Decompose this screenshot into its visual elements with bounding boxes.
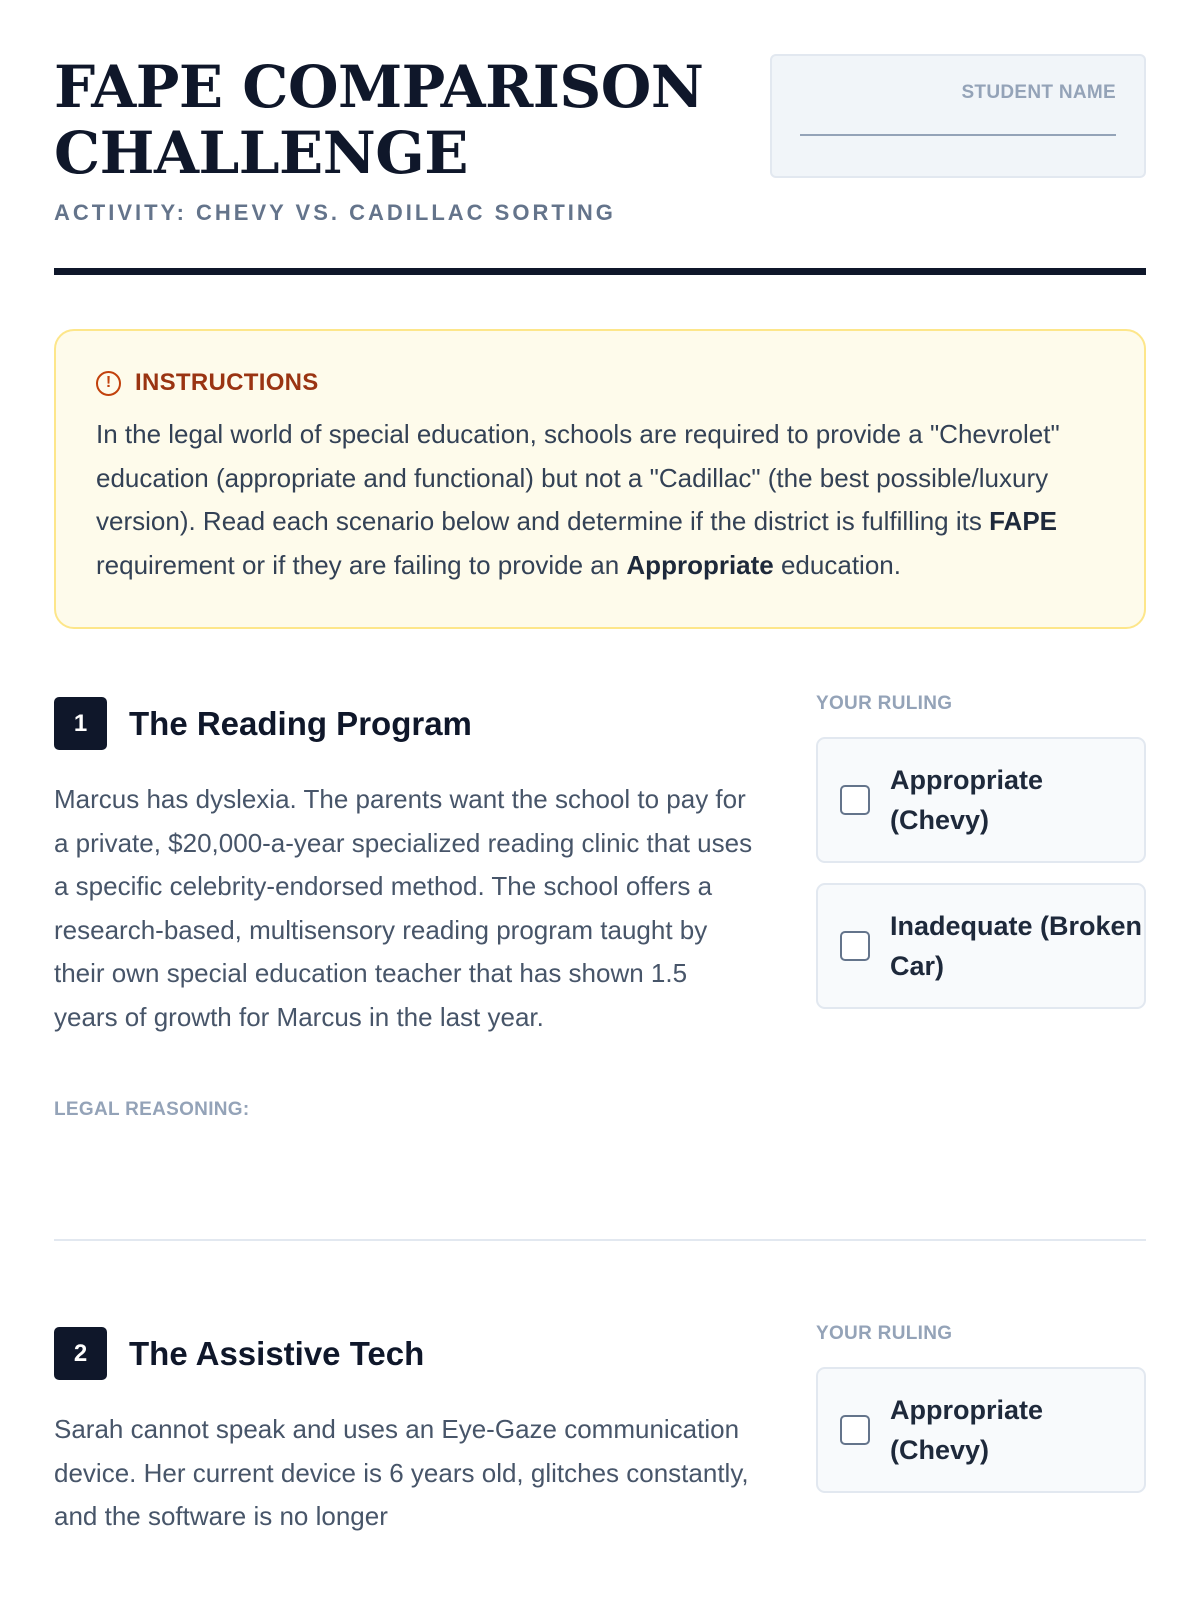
instructions-bold-appropriate: Appropriate: [626, 549, 774, 580]
scenario-1: [54, 693, 1146, 1121]
ruling-option-inadequate[interactable]: [816, 883, 1146, 1009]
scenario-header: [54, 1327, 754, 1380]
scenario-content: [54, 693, 754, 1121]
header-divider: [54, 268, 1146, 275]
scenario-text: Marcus has dyslexia. The parents want the school to pay for a private, $20,000-a-year specialized reading clinic that uses a specific celebrity-endorsed method. The school offers a research-based, multisensory reading program taught by their own special education teacher that has shown 1.5 years of growth for Marcus in the last year.: [54, 784, 753, 1032]
scenario-number-badge: 1: [54, 697, 107, 750]
student-name-box: [770, 54, 1146, 178]
scenario-text: Sarah cannot speak and uses an Eye-Gaze communication device. Her current device is 6 years old, glitches constantly, and the software is no longer: [54, 1414, 749, 1531]
ruling-option-label: Appropriate (Chevy): [890, 1395, 1044, 1465]
checkbox[interactable]: [840, 931, 870, 961]
instructions-text: [96, 413, 1104, 587]
ruling-option-label: Appropriate (Chevy): [890, 765, 1044, 835]
instructions-title: INSTRUCTIONS: [135, 369, 319, 396]
ruling-option-appropriate[interactable]: [816, 1367, 1146, 1493]
checkbox[interactable]: [840, 1415, 870, 1445]
header: [54, 54, 1146, 226]
title-block: [54, 54, 714, 226]
alert-circle-icon: !: [96, 371, 121, 396]
ruling-option-appropriate[interactable]: [816, 737, 1146, 863]
ruling-label: YOUR RULING: [816, 693, 953, 714]
student-name-field[interactable]: [800, 134, 1116, 136]
instructions-text-part: education.: [773, 549, 901, 580]
scenario-2: [54, 1323, 1146, 1539]
page-title: FAPE COMPARISON CHALLENGE: [54, 53, 704, 187]
scenario-title: The Reading Program: [129, 704, 472, 742]
scenario-header: [54, 697, 754, 750]
student-name-label: STUDENT NAME: [961, 82, 1116, 103]
checkbox[interactable]: [840, 785, 870, 815]
instructions-header: [96, 369, 1104, 397]
ruling-label: YOUR RULING: [816, 1323, 953, 1344]
ruling-panel: [816, 1323, 1146, 1539]
page-subtitle: ACTIVITY: CHEVY VS. CADILLAC SORTING: [54, 200, 616, 225]
ruling-option-label: Inadequate (Broken Car): [890, 911, 1143, 981]
instructions-panel: [54, 329, 1146, 629]
ruling-panel: [816, 693, 1146, 1121]
instructions-bold-fape: FAPE: [989, 506, 1058, 536]
section-divider: [54, 1239, 1146, 1241]
instructions-text-part: requirement or if they are failing to provide an: [96, 549, 627, 580]
scenario-content: [54, 1323, 754, 1539]
legal-reasoning-label: LEGAL REASONING:: [54, 1099, 250, 1120]
scenario-number-badge: 2: [54, 1327, 107, 1380]
instructions-text-part: In the legal world of special education, schools are required to provide a "Chevrolet" education (appropriate and functional) but not a "Cadillac" (the best possible/luxury version). Read each scenario below and determine if the district is fulfilling its: [96, 419, 1060, 536]
scenario-title: The Assistive Tech: [129, 1334, 425, 1372]
